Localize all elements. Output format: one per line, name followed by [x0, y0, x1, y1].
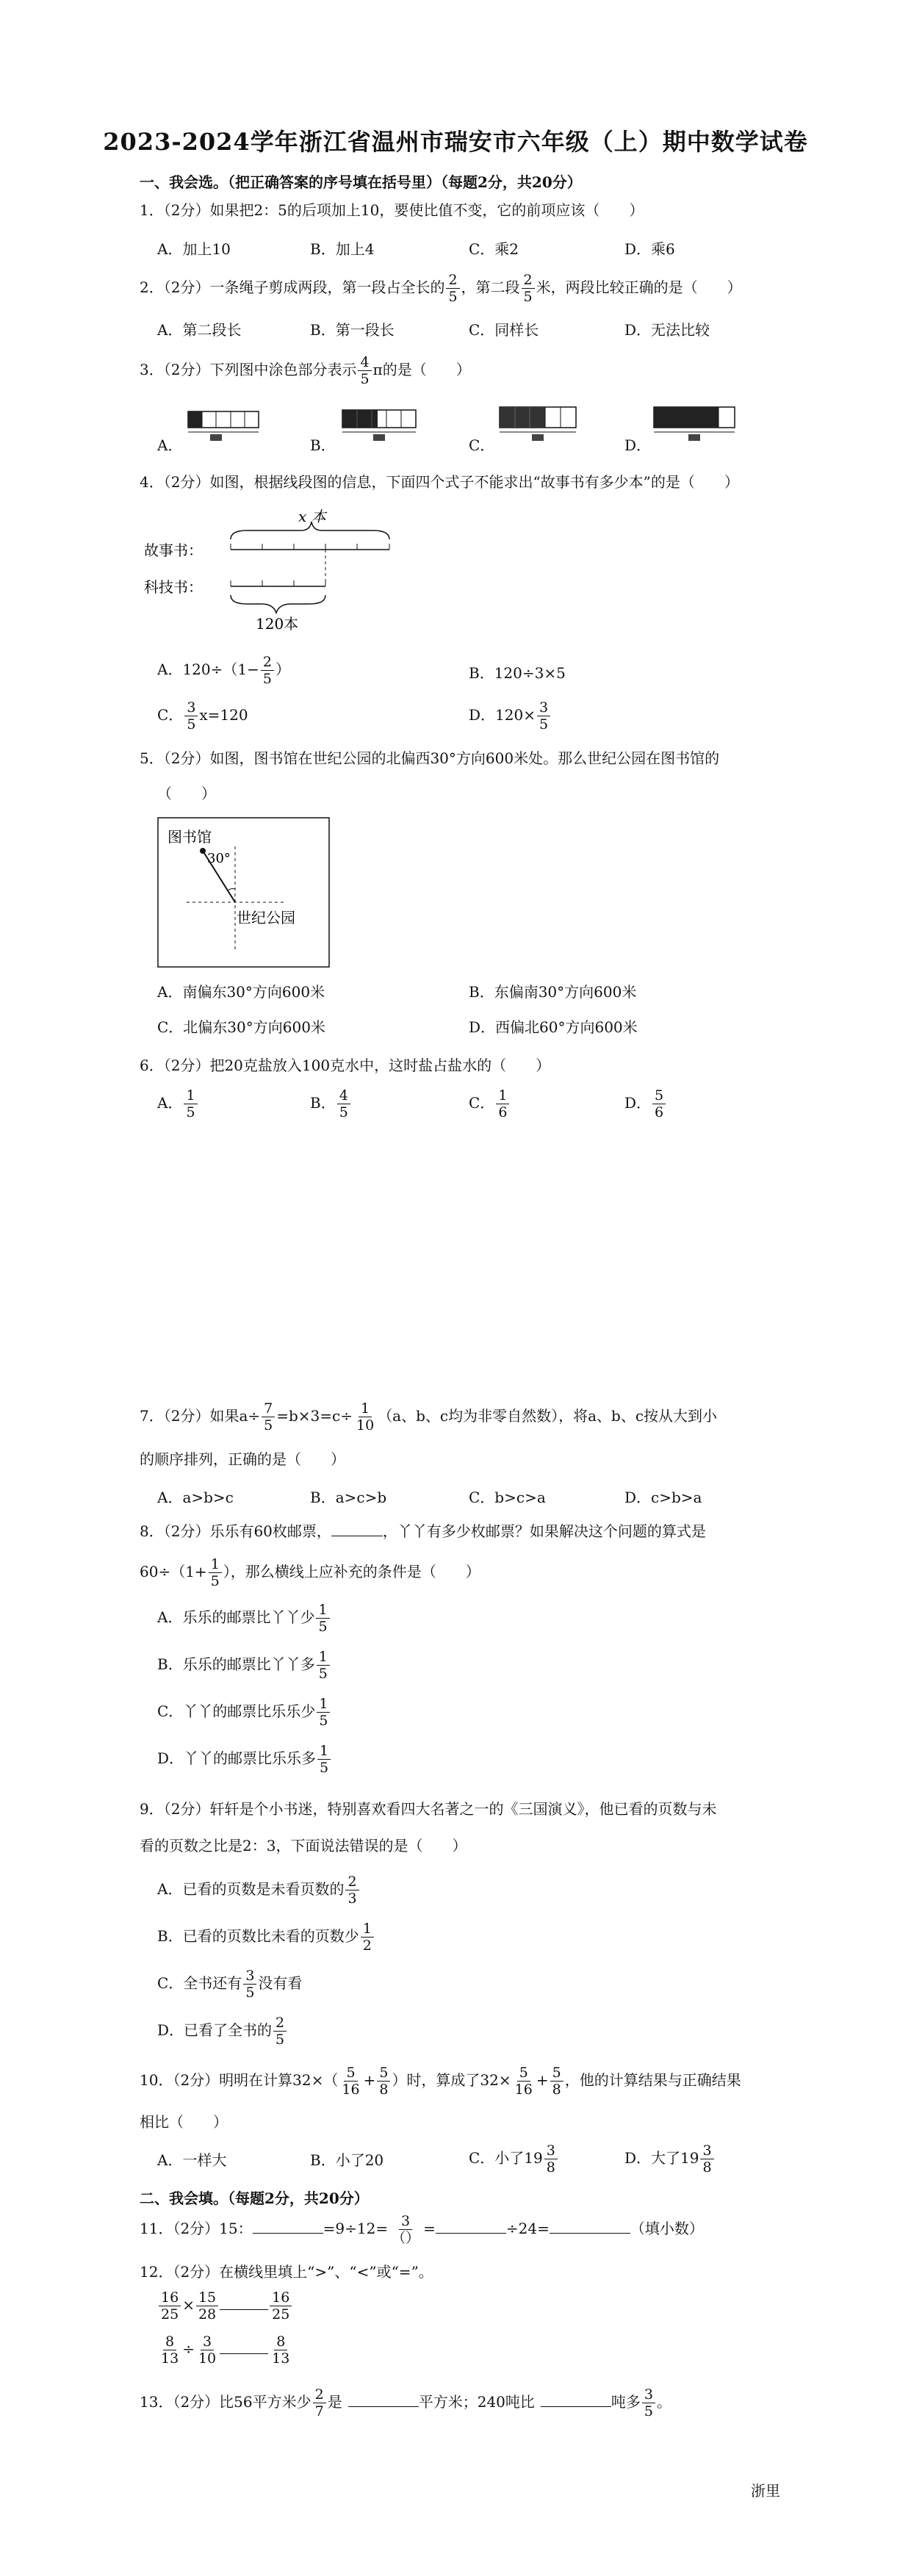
q4-c-text-2: x=120 — [199, 706, 248, 724]
q12-l1-b-num: 15 — [196, 2289, 218, 2306]
q7-fraction-2 — [354, 1400, 376, 1433]
q4-top-label: x 本 — [298, 508, 326, 525]
q2-text-2: ，第二段 — [461, 278, 520, 296]
q10-text-1: 10．（2分）明明在计算32×（ — [140, 2071, 339, 2089]
q13-f2-num: 3 — [642, 2386, 655, 2403]
section-heading-fill: 二、我会填。（每题2分，共20分） — [140, 2190, 369, 2207]
q8-d-den: 5 — [320, 1760, 329, 1776]
q12-l1-fraction-b — [196, 2289, 218, 2323]
q13-blank-2[interactable] — [541, 2390, 611, 2407]
q10-fraction-2 — [377, 2065, 390, 2098]
q6-d-num: 5 — [652, 1087, 666, 1104]
question-11-stem — [140, 2213, 704, 2246]
q2-option-a: A．第二段长 — [157, 321, 242, 339]
q12-l2-operator: ÷ — [182, 2340, 195, 2358]
q8-d-fraction — [317, 1743, 331, 1776]
q8-d-text: D．丫丫的邮票比乐乐多 — [157, 1749, 317, 1767]
question-10-stem-line2: 相比（ ） — [140, 2113, 228, 2131]
q10-d-fraction — [700, 2143, 713, 2176]
q10-c-den: 8 — [546, 2159, 555, 2176]
q4-a-text-2: ） — [275, 661, 290, 678]
page-title: 2023-2024学年浙江省温州市瑞安市六年级（上）期中数学试卷 — [103, 128, 808, 156]
q10-option-c — [469, 2143, 559, 2176]
q8-b-fraction — [317, 1649, 330, 1682]
q10-d-num: 3 — [700, 2143, 713, 2159]
q1-option-a: A．加上10 — [157, 240, 231, 258]
q13-fraction-2 — [642, 2386, 655, 2420]
q1-option-c: C．乘2 — [469, 240, 519, 258]
q10-fraction-1 — [339, 2065, 361, 2098]
q3-option-b: B． — [310, 436, 336, 454]
q8-a-den: 5 — [318, 1619, 328, 1635]
question-8-stem-line2 — [140, 1556, 480, 1589]
q12-l1-b-den: 28 — [198, 2306, 217, 2323]
q8-a-num: 1 — [316, 1602, 329, 1619]
q6-b-den: 5 — [339, 1104, 348, 1120]
q6-a-den: 5 — [186, 1104, 195, 1120]
q11-text-2: =9÷12= — [323, 2220, 389, 2237]
q7-f1-den: 5 — [264, 1417, 273, 1433]
question-5-stem-line2: （ ） — [157, 785, 216, 802]
q12-l2-c-den: 13 — [272, 2350, 290, 2367]
q4-option-a — [157, 654, 290, 687]
q9-b-num: 1 — [361, 1921, 374, 1938]
q4-option-c — [157, 699, 248, 733]
q11-f-den: （） — [392, 2230, 420, 2246]
q9-option-c — [157, 1968, 302, 2001]
q10-d-text: D．大了19 — [624, 2149, 699, 2167]
q12-l2-fraction-a — [159, 2334, 181, 2367]
q3-fraction — [358, 354, 371, 387]
q5-park-label: 世纪公园 — [237, 909, 295, 927]
q10-option-b: B．小了20 — [310, 2151, 384, 2169]
q11-blank-3[interactable] — [550, 2217, 630, 2234]
q2-f2-den: 5 — [523, 289, 533, 305]
q9-a-num: 2 — [345, 1874, 359, 1890]
q13-fraction-1 — [313, 2386, 326, 2420]
q10-text-3: ）时，算成了32× — [392, 2071, 511, 2089]
q6-c-num: 1 — [496, 1087, 509, 1104]
q13-blank-1[interactable] — [348, 2390, 419, 2407]
q12-l1-c-num: 16 — [270, 2289, 292, 2306]
q6-c-den: 6 — [498, 1104, 508, 1120]
q12-l2-b-num: 3 — [201, 2334, 214, 2350]
question-12-stem: 12．（2分）在横线里填上“>”、“<”或“=”。 — [140, 2263, 433, 2281]
q11-text-1: 11．（2分）15： — [140, 2220, 253, 2237]
q11-blank-2[interactable] — [436, 2217, 506, 2234]
q6-option-c — [469, 1087, 511, 1120]
q11-fraction — [389, 2213, 422, 2246]
q9-d-text: D．已看了全书的 — [157, 2021, 273, 2039]
q9-d-num: 2 — [273, 2015, 287, 2032]
q4-story-label: 故事书： — [144, 542, 203, 559]
q6-b-fraction — [337, 1087, 350, 1120]
q6-option-b — [310, 1087, 352, 1120]
question-4-stem: 4．（2分）如图，根据线段图的信息，下面四个式子不能求出“故事书有多少本”的是（ ） — [140, 473, 739, 491]
q8-option-b — [157, 1649, 331, 1682]
q5-option-c: C．北偏东30°方向600米 — [157, 1018, 325, 1036]
q8-b-text: B．乐乐的邮票比丫丫多 — [157, 1655, 315, 1673]
q3-figure-b — [341, 409, 422, 447]
q10-d-den: 8 — [702, 2159, 712, 2176]
q4-d-num: 3 — [537, 699, 550, 716]
q3-option-d: D． — [624, 436, 652, 454]
q3-figure-d — [652, 406, 739, 447]
q9-c-num: 3 — [243, 1968, 256, 1985]
q4-a-num: 2 — [261, 654, 274, 671]
q4-a-fraction — [261, 654, 274, 687]
q8-c-text: C．丫丫的邮票比乐乐少 — [157, 1702, 316, 1720]
q4-a-den: 5 — [262, 671, 272, 687]
q3-option-c: C． — [469, 436, 495, 454]
q9-b-fraction — [361, 1921, 374, 1954]
q8-c-num: 1 — [317, 1696, 330, 1713]
q9-a-fraction — [345, 1874, 359, 1907]
q5-angle-label: 30° — [207, 851, 231, 866]
q8-b-num: 1 — [317, 1649, 330, 1666]
q4-c-fraction — [184, 699, 198, 733]
q5-option-d: D．西偏北60°方向600米 — [469, 1018, 638, 1036]
q12-l2-blank[interactable] — [220, 2337, 268, 2354]
q12-l1-c-den: 25 — [272, 2306, 290, 2323]
q4-option-d — [469, 699, 552, 733]
q3-f-num: 4 — [358, 354, 371, 371]
q12-l2-c-num: 8 — [274, 2334, 287, 2350]
q7-f2-num: 1 — [359, 1400, 372, 1417]
q6-b-num: 4 — [337, 1087, 350, 1104]
q11-text-4: ÷24= — [505, 2220, 550, 2237]
q10-c-num: 3 — [544, 2143, 558, 2159]
q7-text-1: 7．（2分）如果a÷ — [140, 1407, 261, 1425]
q8-a-fraction — [316, 1602, 329, 1635]
q8-answer-blank[interactable] — [331, 1519, 383, 1536]
q8-b-den: 5 — [318, 1666, 328, 1682]
q10-c-fraction — [544, 2143, 558, 2176]
q6-c-fraction — [496, 1087, 509, 1120]
q13-text-5: 。 — [657, 2393, 671, 2411]
q12-l2-fraction-b — [196, 2334, 218, 2367]
q10-c-text: C．小了19 — [469, 2149, 543, 2167]
q4-segment-diagram — [144, 506, 408, 638]
q4-c-text-1: C． — [157, 706, 184, 724]
q1-option-b: B．加上4 — [310, 240, 375, 258]
section-heading-choice: 一、我会选。（把正确答案的序号填在括号里）（每题2分，共20分） — [140, 173, 582, 191]
q12-line-1 — [157, 2289, 293, 2323]
q12-l1-operator: × — [182, 2296, 195, 2314]
q11-text-5: （填小数） — [630, 2220, 704, 2237]
q6-d-fraction — [652, 1087, 666, 1120]
q6-d-label: D． — [624, 1094, 652, 1112]
q7-option-d: D．c>b>a — [624, 1489, 702, 1506]
q6-d-den: 6 — [655, 1104, 664, 1120]
question-10-stem-line1 — [140, 2065, 741, 2098]
q4-science-label: 科技书： — [144, 578, 203, 596]
q9-d-den: 5 — [276, 2032, 285, 2048]
q13-f1-num: 2 — [313, 2386, 326, 2403]
q3-f-den: 5 — [360, 371, 370, 387]
q13-f1-den: 7 — [314, 2403, 324, 2420]
q10-f1-num: 5 — [344, 2065, 357, 2082]
q5-library-label: 图书馆 — [168, 828, 212, 846]
question-9-stem-line1: 9．（2分）轩轩是个小书迷，特别喜欢看四大名著之一的《三国演义》，他已看的页数与未 — [140, 1800, 717, 1818]
q6-a-num: 1 — [184, 1087, 197, 1104]
q8-d-num: 1 — [317, 1743, 331, 1760]
q10-f1-den: 16 — [342, 2082, 360, 2098]
q8-text-2: ，丫丫有多少枚邮票？如果解决这个问题的算式是 — [382, 1522, 706, 1540]
q7-text-3: （a、b、c均为非零自然数），将a、b、c按从大到小 — [378, 1407, 718, 1425]
q4-c-num: 3 — [184, 699, 198, 716]
q12-l1-blank[interactable] — [220, 2293, 268, 2310]
q8-option-a — [157, 1602, 331, 1635]
q1-option-d: D．乘6 — [624, 240, 675, 258]
q9-b-text: B．已看的页数比未看的页数少 — [157, 1927, 359, 1945]
q11-blank-1[interactable] — [253, 2217, 323, 2234]
q9-d-fraction — [273, 2015, 287, 2048]
q10-fraction-4 — [550, 2065, 563, 2098]
q12-l2-b-den: 10 — [198, 2350, 217, 2367]
q5-option-b: B．东偏南30°方向600米 — [469, 983, 637, 1001]
q7-f2-den: 10 — [356, 1417, 375, 1433]
q10-text-5: ，他的计算结果与正确结果 — [564, 2071, 741, 2089]
q2-fraction-1 — [446, 272, 459, 305]
q8-text-4: ），那么横线上应补充的条件是（ ） — [223, 1563, 480, 1580]
q2-option-d: D．无法比较 — [624, 321, 710, 339]
q3-figure-a — [187, 410, 263, 447]
q12-l1-fraction-c — [270, 2289, 292, 2323]
q12-l2-a-num: 8 — [163, 2334, 176, 2350]
q10-option-d — [624, 2143, 716, 2176]
q10-text-2: + — [363, 2071, 376, 2089]
q8-fraction — [209, 1556, 222, 1589]
q2-text-3: 米，两段比较正确的是（ ） — [536, 278, 742, 296]
q8-text-3: 60÷（1+ — [140, 1563, 207, 1580]
q3-figure-c — [498, 406, 580, 447]
question-7-stem-line2: 的顺序排列，正确的是（ ） — [140, 1450, 345, 1468]
q7-option-a: A．a>b>c — [157, 1489, 234, 1506]
q6-a-label: A． — [157, 1094, 183, 1112]
q7-f1-num: 7 — [262, 1400, 275, 1417]
q10-fraction-3 — [513, 2065, 535, 2098]
q12-l1-fraction-a — [159, 2289, 181, 2323]
q10-f4-den: 8 — [552, 2082, 561, 2098]
q6-option-a — [157, 1087, 199, 1120]
question-8-stem-line1 — [140, 1519, 706, 1543]
q10-f2-den: 8 — [379, 2082, 389, 2098]
q2-text-1: 2．（2分）一条绳子剪成两段，第一段占全长的 — [140, 278, 445, 296]
q9-a-den: 3 — [348, 1890, 357, 1907]
q10-f4-num: 5 — [550, 2065, 563, 2082]
q8-option-c — [157, 1696, 331, 1729]
q9-option-a — [157, 1874, 361, 1907]
q2-fraction-2 — [522, 272, 535, 305]
q4-bottom-label: 120本 — [256, 615, 299, 633]
q12-line-2 — [157, 2334, 293, 2367]
q2-option-c: C．同样长 — [469, 321, 539, 339]
q9-c-text-2: 没有看 — [258, 1974, 303, 1992]
q6-a-fraction — [184, 1087, 197, 1120]
q12-l2-fraction-c — [270, 2334, 292, 2367]
q10-text-4: + — [536, 2071, 549, 2089]
q13-text-4: 吨多 — [611, 2393, 641, 2411]
q13-f2-den: 5 — [644, 2403, 653, 2420]
question-2-stem — [140, 272, 742, 305]
q8-f-den: 5 — [210, 1573, 220, 1589]
page-footer: 浙里 — [751, 2482, 780, 2500]
q9-c-text-1: C．全书还有 — [157, 1974, 242, 1992]
q8-text-1: 8．（2分）乐乐有60枚邮票， — [140, 1522, 331, 1540]
q13-text-2: 是 — [327, 2393, 342, 2411]
question-6-stem: 6．（2分）把20克盐放入100克水中，这时盐占盐水的（ ） — [140, 1057, 551, 1074]
q3-text-1: 3．（2分）下列图中涂色部分表示 — [140, 361, 357, 378]
q11-f-num: 3 — [399, 2213, 412, 2230]
q2-f1-num: 2 — [446, 272, 459, 289]
q8-a-text: A．乐乐的邮票比丫丫少 — [157, 1608, 315, 1626]
q7-fraction-1 — [262, 1400, 275, 1433]
q12-l1-a-den: 25 — [161, 2306, 179, 2323]
q9-c-den: 5 — [245, 1985, 255, 2001]
q9-b-den: 2 — [362, 1938, 372, 1954]
q10-option-a: A．一样大 — [157, 2151, 227, 2169]
q10-f3-num: 5 — [517, 2065, 530, 2082]
q9-a-text: A．已看的页数是未看页数的 — [157, 1880, 345, 1898]
q4-a-text-1: A．120÷（1− — [157, 661, 259, 678]
question-13-stem — [140, 2386, 671, 2420]
q3-option-a: A． — [157, 436, 183, 454]
q7-option-b: B．a>c>b — [310, 1489, 387, 1506]
q5-option-a: A．南偏东30°方向600米 — [157, 983, 325, 1001]
q4-d-den: 5 — [539, 716, 549, 733]
q6-option-d — [624, 1087, 667, 1120]
q13-text-1: 13．（2分）比56平方米少 — [140, 2393, 312, 2411]
q8-c-fraction — [317, 1696, 330, 1729]
q5-direction-diagram — [157, 817, 331, 968]
question-7-stem-line1 — [140, 1400, 717, 1433]
q4-d-fraction — [537, 699, 550, 733]
q6-b-label: B． — [310, 1094, 336, 1112]
q8-option-d — [157, 1743, 332, 1776]
q10-f3-den: 16 — [514, 2082, 533, 2098]
q12-l2-a-den: 13 — [161, 2350, 179, 2367]
q11-text-3: = — [423, 2220, 436, 2237]
q10-f2-num: 5 — [377, 2065, 390, 2082]
q7-option-c: C．b>c>a — [469, 1489, 546, 1506]
q4-d-text-1: D．120× — [469, 706, 536, 724]
question-9-stem-line2: 看的页数之比是2：3，下面说法错误的是（ ） — [140, 1837, 467, 1854]
q13-text-3: 平方米；240吨比 — [418, 2393, 535, 2411]
q4-c-den: 5 — [187, 716, 196, 733]
question-3-stem — [140, 354, 471, 387]
q9-option-b — [157, 1921, 375, 1954]
q8-c-den: 5 — [319, 1713, 328, 1729]
q9-c-fraction — [243, 1968, 256, 2001]
q2-f2-num: 2 — [522, 272, 535, 289]
q8-f-num: 1 — [209, 1556, 222, 1573]
q6-c-label: C． — [469, 1094, 495, 1112]
q9-option-d — [157, 2015, 288, 2048]
q2-f1-den: 5 — [448, 289, 458, 305]
q4-option-b: B．120÷3×5 — [469, 664, 566, 682]
q7-text-2: =b×3=c÷ — [276, 1407, 353, 1425]
question-1-stem: 1．（2分）如果把2：5的后项加上10，要使比值不变，它的前项应该（ ） — [140, 201, 644, 219]
question-5-stem-line1: 5．（2分）如图，图书馆在世纪公园的北偏西30°方向600米处。那么世纪公园在图书馆的 — [140, 749, 720, 767]
q12-l1-a-num: 16 — [159, 2289, 181, 2306]
q3-text-2: π的是（ ） — [372, 361, 471, 378]
q2-option-b: B．第一段长 — [310, 321, 395, 339]
